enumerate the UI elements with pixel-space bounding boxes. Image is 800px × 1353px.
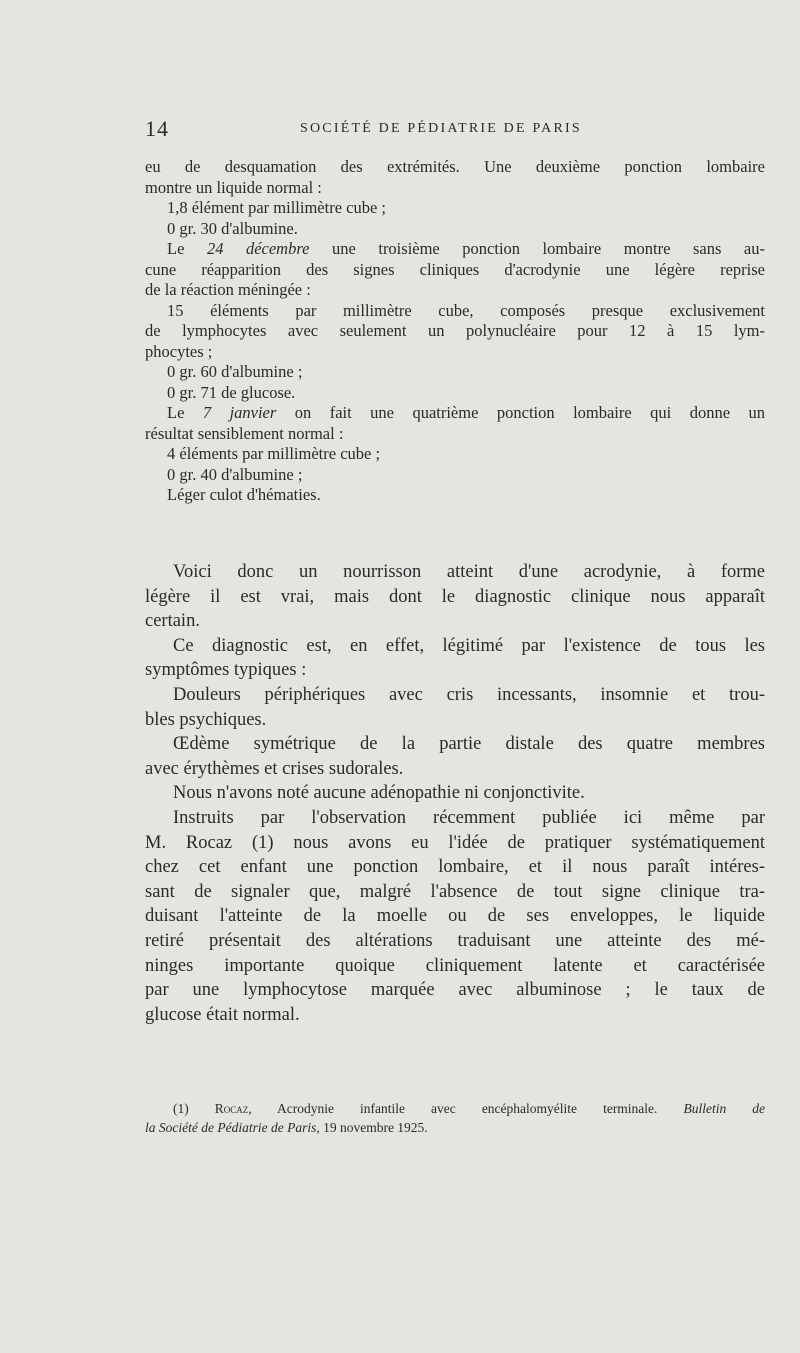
text-line: Œdème symétrique de la partie distale des quatre membres bbox=[173, 734, 765, 755]
text-line: Instruits par l'observation récemment publiée ici même par bbox=[173, 807, 765, 828]
text-line: retiré présentait des altérations traduisant une atteinte des mé- bbox=[145, 930, 765, 951]
text-line: cune réapparition des signes cliniques d'acrodynie une légère reprise bbox=[145, 259, 765, 279]
footnote bbox=[145, 1100, 765, 1137]
text-line: glucose était normal. bbox=[145, 1004, 300, 1025]
page-number: 14 bbox=[145, 116, 169, 141]
text-line: Léger culot d'hématies. bbox=[167, 485, 321, 504]
text-line: chez cet enfant une ponction lombaire, et il nous paraît intéres- bbox=[145, 857, 765, 878]
jan7-line: Le 7 janvier on fait une quatrième ponction lombaire qui donne un bbox=[167, 403, 765, 422]
footnote-line: (1) Rocaz, Acrodynie infantile avec encéphalomyélite terminale. Bulletin de bbox=[173, 1101, 765, 1116]
text-line: de la réaction méningée : bbox=[145, 280, 311, 299]
text-line: 0 gr. 60 d'albumine ; bbox=[167, 362, 303, 381]
text-line: 15 éléments par millimètre cube, composés presque exclusivement bbox=[167, 300, 765, 320]
discussion bbox=[145, 560, 765, 1027]
text-line: certain. bbox=[145, 611, 200, 632]
text-line: par une lymphocytose marquée avec albuminose ; le taux de bbox=[145, 980, 765, 1001]
text-line: Voici donc un nourrisson atteint d'une acrodynie, à forme bbox=[173, 562, 765, 582]
text-line: de lymphocytes avec seulement un polynucléaire pour 12 à 15 lym- bbox=[145, 321, 765, 340]
page-header bbox=[145, 116, 765, 140]
running-head: SOCIÉTÉ DE PÉDIATRIE DE PARIS bbox=[300, 121, 582, 136]
text-line: 0 gr. 40 d'albumine ; bbox=[167, 464, 303, 484]
text-line: Nous n'avons noté aucune adénopathie ni conjonctivite. bbox=[173, 783, 585, 804]
text-line: sant de signaler que, malgré l'absence de tout signe clinique tra- bbox=[145, 881, 765, 902]
text-line: 4 éléments par millimètre cube ; bbox=[167, 444, 381, 463]
footnote-journal: la Société de Pédiatrie de Paris bbox=[145, 1119, 317, 1135]
text-line: 0 gr. 71 de glucose. bbox=[167, 382, 296, 402]
text-line: résultat sensiblement normal : bbox=[145, 423, 344, 443]
footnote-line: la Société de Pédiatrie de Paris, 19 novembre 1925. bbox=[145, 1119, 428, 1135]
text-line: eu de desquamation des extrémités. Une deuxième ponction lombaire bbox=[145, 157, 765, 176]
text-line: M. Rocaz (1) nous avons eu l'idée de pratiquer systématiquement bbox=[145, 832, 765, 853]
text-line: bles psychiques. bbox=[145, 709, 267, 730]
text-line: phocytes ; bbox=[145, 341, 213, 361]
date-dec24: 24 décembre bbox=[206, 239, 310, 258]
text-line: duisant l'atteinte de la moelle ou de ses enveloppes, le liquide bbox=[145, 906, 765, 927]
text-line: légère il est vrai, mais dont le diagnostic clinique nous apparaît bbox=[145, 586, 765, 607]
text-line: avec érythèmes et crises sudorales. bbox=[145, 758, 404, 779]
text-line: 0 gr. 30 d'albumine. bbox=[167, 218, 298, 238]
text-line: Ce diagnostic est, en effet, légitimé par l'existence de tous les bbox=[173, 635, 765, 656]
text-line: 1,8 élément par millimètre cube ; bbox=[167, 198, 387, 217]
text-line: Douleurs périphériques avec cris incessants, insomnie et trou- bbox=[173, 684, 765, 705]
text-line: montre un liquide normal : bbox=[145, 177, 322, 197]
dec24-line: Le 24 décembre une troisième ponction lombaire montre sans au- bbox=[167, 239, 765, 258]
text-line: ninges importante quoique cliniquement latente et caractérisée bbox=[145, 955, 765, 976]
case-report bbox=[145, 157, 765, 506]
text-line: symptômes typiques : bbox=[145, 660, 307, 681]
date-jan7: 7 janvier bbox=[202, 403, 277, 422]
footnote-author: Rocaz bbox=[214, 1101, 249, 1116]
